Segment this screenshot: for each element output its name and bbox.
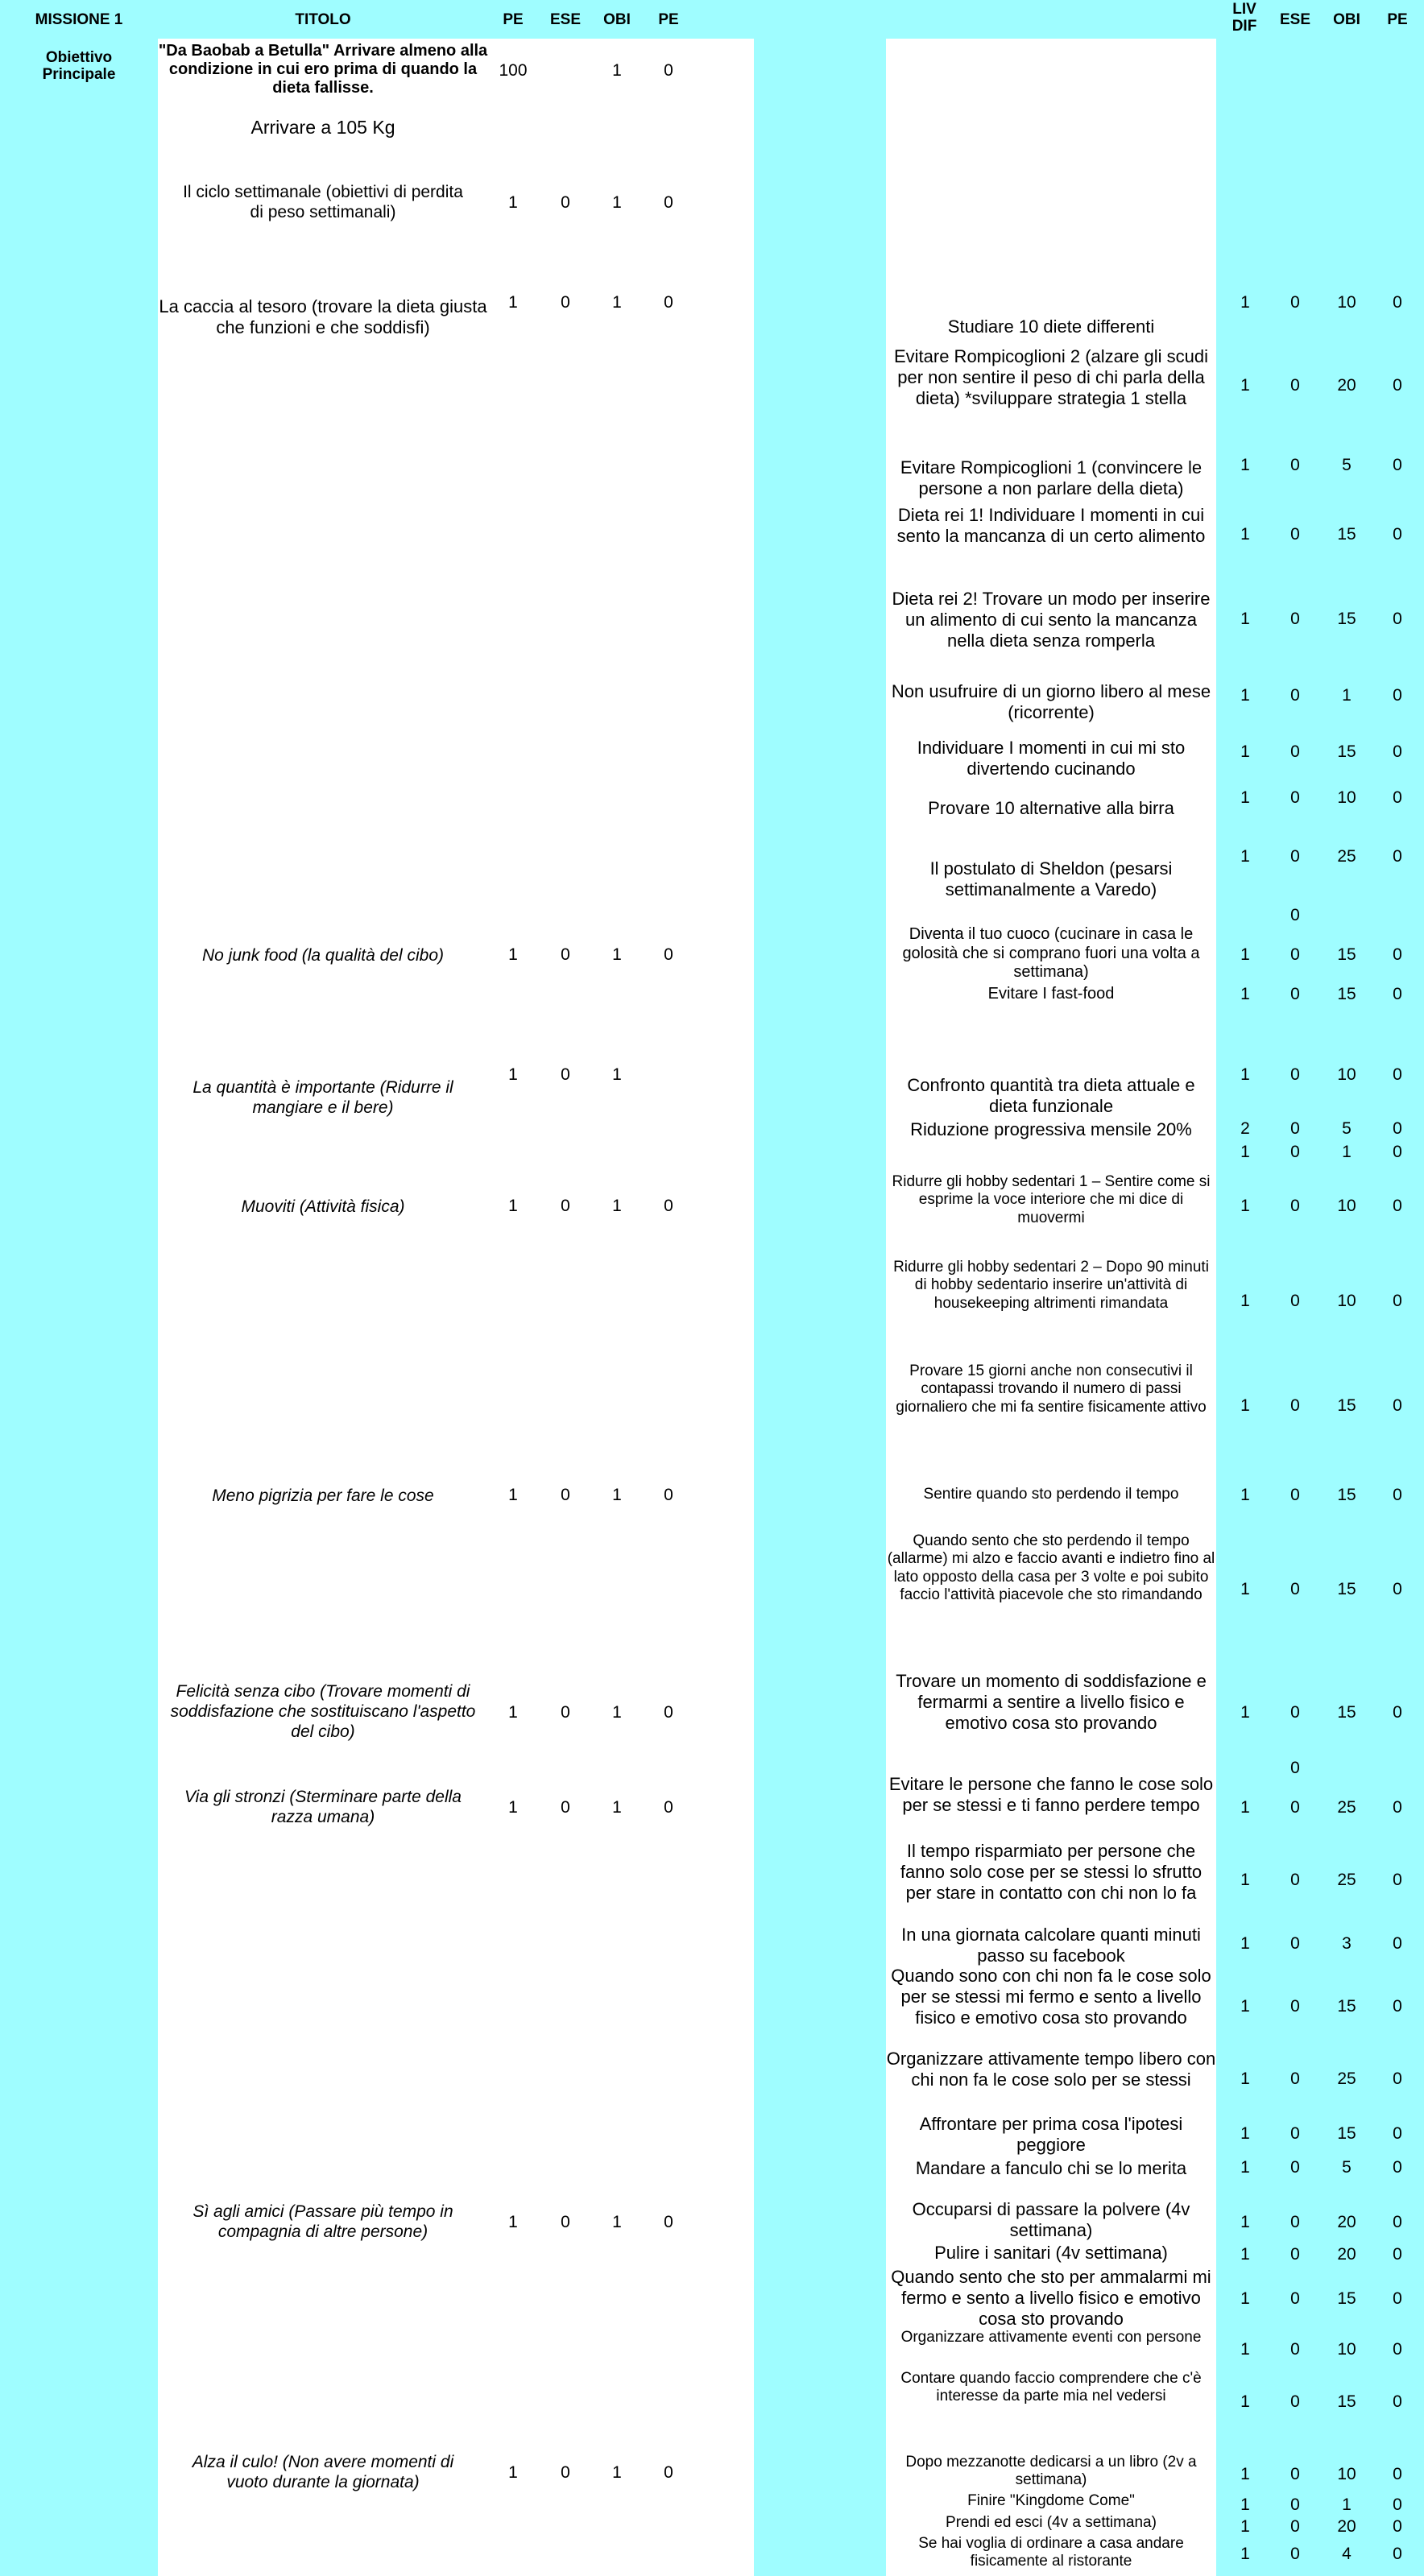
right-row-obi: 25 bbox=[1337, 1871, 1356, 1889]
left-row-obi: 1 bbox=[612, 1798, 622, 1817]
right-row-ese: 0 bbox=[1290, 1396, 1300, 1415]
left-row-obi: 1 bbox=[612, 1486, 622, 1504]
left-row-pe2: 0 bbox=[664, 61, 673, 80]
right-row-obi: 3 bbox=[1342, 1934, 1352, 1953]
right-row-liv: 1 bbox=[1240, 293, 1250, 312]
right-row-ese: 0 bbox=[1290, 2124, 1300, 2143]
left-row-pe: 1 bbox=[508, 293, 518, 312]
right-row-obi: 15 bbox=[1337, 742, 1356, 761]
left-row-pe: 1 bbox=[508, 945, 518, 964]
right-row-liv: 1 bbox=[1240, 1997, 1250, 2016]
left-row-ese: 0 bbox=[561, 1703, 570, 1722]
right-row-obi: 20 bbox=[1337, 376, 1356, 395]
left-row-ese: 0 bbox=[561, 2213, 570, 2231]
right-row-pe: 0 bbox=[1393, 2124, 1402, 2143]
right-row-liv: 2 bbox=[1240, 1119, 1250, 1138]
right-row-ese: 0 bbox=[1290, 686, 1300, 705]
right-row-ese: 0 bbox=[1290, 945, 1300, 964]
left-sheet-panel bbox=[158, 39, 754, 2576]
left-row-ese: 0 bbox=[561, 945, 570, 964]
left-row-title: "Da Baobab a Betulla" Arrivare almeno alla condizione in cui ero prima di quando la dieta fallisse. bbox=[158, 42, 488, 97]
left-row-pe: 1 bbox=[508, 1486, 518, 1504]
right-row-ese: 0 bbox=[1290, 1486, 1300, 1504]
left-row-title: Via gli stronzi (Sterminare parte della razza umana) bbox=[184, 1788, 462, 1827]
left-row-title: Muoviti (Attività fisica) bbox=[241, 1197, 405, 1216]
right-row-pe: 0 bbox=[1393, 1143, 1402, 1161]
left-row-title: Il ciclo settimanale (obiettivi di perdita di peso settimanali) bbox=[183, 183, 463, 222]
right-row-pe: 0 bbox=[1393, 1486, 1402, 1504]
right-row-pe: 0 bbox=[1393, 1703, 1402, 1722]
right-row-ese: 0 bbox=[1290, 2069, 1300, 2088]
right-row-ese: 0 bbox=[1290, 2158, 1300, 2177]
left-row-pe2: 0 bbox=[664, 2463, 673, 2482]
right-row-ese: 0 bbox=[1290, 1580, 1300, 1598]
right-row-liv: 1 bbox=[1240, 456, 1250, 474]
header-obi-2: OBI bbox=[1333, 11, 1360, 28]
right-row-ese: 0 bbox=[1290, 2545, 1300, 2563]
right-row-ese: 0 bbox=[1290, 1997, 1300, 2016]
left-row-obi: 1 bbox=[612, 293, 622, 312]
right-row-pe: 0 bbox=[1393, 1997, 1402, 2016]
right-row-pe: 0 bbox=[1393, 945, 1402, 964]
right-row-liv: 1 bbox=[1240, 985, 1250, 1003]
right-row-ese: 0 bbox=[1290, 525, 1300, 544]
right-row-pe: 0 bbox=[1393, 788, 1402, 807]
right-row-ese: 0 bbox=[1290, 2340, 1300, 2359]
right-row-obi: 10 bbox=[1337, 1292, 1356, 1310]
left-row-title: La caccia al tesoro (trovare la dieta giusta che funzioni e che soddisfi) bbox=[159, 296, 487, 338]
header-mission: MISSIONE 1 bbox=[35, 11, 123, 28]
right-row-obi: 25 bbox=[1337, 2069, 1356, 2088]
right-row-ese: 0 bbox=[1290, 1759, 1300, 1777]
right-row-liv: 1 bbox=[1240, 2465, 1250, 2483]
right-row-liv: 1 bbox=[1240, 1703, 1250, 1722]
right-row-obi: 15 bbox=[1337, 2124, 1356, 2143]
left-row-title: Arrivare a 105 Kg bbox=[250, 117, 395, 138]
right-row-ese: 0 bbox=[1290, 2392, 1300, 2411]
right-row-ese: 0 bbox=[1290, 2517, 1300, 2536]
right-row-obi: 1 bbox=[1342, 686, 1352, 705]
right-row-pe: 0 bbox=[1393, 2289, 1402, 2308]
right-row-ese: 0 bbox=[1290, 2245, 1300, 2264]
right-row-liv: 1 bbox=[1240, 742, 1250, 761]
header-pe: PE bbox=[503, 11, 524, 28]
right-row-task: Il postulato di Sheldon (pesarsi settimanalmente a Varedo) bbox=[929, 858, 1173, 899]
left-row-obi: 1 bbox=[612, 1197, 622, 1215]
right-row-task: Quando sento che sto perdendo il tempo (allarme) mi alzo e faccio avanti e indietro fino al lato opposto della casa per 3 volte e poi subito faccio l'attività piacevole che sto rimandando bbox=[887, 1532, 1215, 1604]
right-row-obi: 10 bbox=[1337, 1197, 1356, 1215]
right-row-obi: 15 bbox=[1337, 1396, 1356, 1415]
right-row-pe: 0 bbox=[1393, 2213, 1402, 2231]
right-row-liv: 1 bbox=[1240, 525, 1250, 544]
right-row-task: Dieta rei 2! Trovare un modo per inserire un alimento di cui sento la mancanza nella dieta senza romperla bbox=[892, 589, 1211, 651]
right-row-obi: 5 bbox=[1342, 1119, 1352, 1138]
right-row-task: Ridurre gli hobby sedentari 1 – Sentire come si esprime la voce interiore che mi dice di muovermi bbox=[892, 1173, 1211, 1226]
right-row-task: Dopo mezzanotte dedicarsi a un libro (2v a settimana) bbox=[905, 2454, 1197, 2489]
right-row-liv: 1 bbox=[1240, 1934, 1250, 1953]
right-row-liv: 1 bbox=[1240, 2124, 1250, 2143]
right-row-obi: 15 bbox=[1337, 1486, 1356, 1504]
right-row-liv: 1 bbox=[1240, 376, 1250, 395]
right-row-task: Organizzare attivamente tempo libero con chi non fa le cose solo per se stessi bbox=[886, 2049, 1216, 2090]
right-row-ese: 0 bbox=[1290, 1065, 1300, 1084]
right-row-task: Contare quando faccio comprendere che c'è interesse da parte mia nel vedersi bbox=[900, 2370, 1202, 2405]
right-row-ese: 0 bbox=[1290, 1197, 1300, 1215]
right-row-obi: 15 bbox=[1337, 985, 1356, 1003]
right-row-liv: 1 bbox=[1240, 2495, 1250, 2514]
right-row-ese: 0 bbox=[1290, 1143, 1300, 1161]
right-row-ese: 0 bbox=[1290, 1798, 1300, 1817]
right-row-ese: 0 bbox=[1290, 985, 1300, 1003]
left-row-ese: 0 bbox=[561, 1065, 570, 1084]
right-row-pe: 0 bbox=[1393, 376, 1402, 395]
right-row-obi: 1 bbox=[1342, 2495, 1352, 2514]
right-row-pe: 0 bbox=[1393, 1396, 1402, 1415]
header-obi: OBI bbox=[603, 11, 631, 28]
header-pe-3: PE bbox=[1387, 11, 1408, 28]
right-row-task: In una giornata calcolare quanti minuti passo su facebook bbox=[901, 1925, 1201, 1966]
left-row-title: No junk food (la qualità del cibo) bbox=[201, 946, 444, 965]
right-row-obi: 15 bbox=[1337, 1580, 1356, 1598]
right-row-obi: 25 bbox=[1337, 1798, 1356, 1817]
right-row-liv: 1 bbox=[1240, 1871, 1250, 1889]
right-row-obi: 5 bbox=[1342, 456, 1352, 474]
right-row-task: Confronto quantità tra dieta attuale e dieta funzionale bbox=[907, 1075, 1195, 1116]
right-row-pe: 0 bbox=[1393, 1197, 1402, 1215]
right-row-obi: 15 bbox=[1337, 1703, 1356, 1722]
right-row-liv: 1 bbox=[1240, 2069, 1250, 2088]
right-row-obi: 20 bbox=[1337, 2517, 1356, 2536]
right-row-obi: 15 bbox=[1337, 2289, 1356, 2308]
right-row-obi: 5 bbox=[1342, 2158, 1352, 2177]
left-row-pe: 100 bbox=[499, 61, 528, 80]
left-row-pe2: 0 bbox=[664, 1703, 673, 1722]
right-row-pe: 0 bbox=[1393, 1119, 1402, 1138]
right-row-ese: 0 bbox=[1290, 1292, 1300, 1310]
right-row-ese: 0 bbox=[1290, 376, 1300, 395]
right-row-obi: 10 bbox=[1337, 2465, 1356, 2483]
left-row-obi: 1 bbox=[612, 945, 622, 964]
left-row-obi: 1 bbox=[612, 61, 622, 80]
right-row-task: Provare 15 giorni anche non consecutivi il contapassi trovando il numero di passi giornaliero che mi fa sentire fisicamente attivo bbox=[896, 1362, 1207, 1416]
right-row-task: Finire "Kingdome Come" bbox=[967, 2492, 1135, 2509]
right-row-task: Evitare le persone che fanno le cose solo per se stessi e ti fanno perdere tempo bbox=[888, 1774, 1214, 1815]
right-row-pe: 0 bbox=[1393, 1580, 1402, 1598]
left-row-pe: 1 bbox=[508, 2463, 518, 2482]
right-row-ese: 0 bbox=[1290, 1934, 1300, 1953]
right-row-task: Il tempo risparmiato per persone che fanno solo cose per se stessi lo sfrutto per stare in contatto con chi non lo fa bbox=[900, 1841, 1203, 1903]
right-row-liv: 1 bbox=[1240, 847, 1250, 866]
right-row-liv: 1 bbox=[1240, 2289, 1250, 2308]
left-row-title: La quantità è importante (Ridurre il mangiare e il bere) bbox=[192, 1078, 453, 1118]
right-row-liv: 1 bbox=[1240, 610, 1250, 628]
right-row-pe: 0 bbox=[1393, 2158, 1402, 2177]
left-row-title: Meno pigrizia per fare le cose bbox=[212, 1486, 434, 1505]
left-row-pe2: 0 bbox=[664, 945, 673, 964]
right-row-pe: 0 bbox=[1393, 1065, 1402, 1084]
right-row-task: Provare 10 alternative alla birra bbox=[928, 798, 1174, 818]
right-row-liv: 1 bbox=[1240, 686, 1250, 705]
right-row-ese: 0 bbox=[1290, 788, 1300, 807]
right-row-task: Quando sono con chi non fa le cose solo per se stessi mi fermo e sento a livello fisico e emotivo cosa sto provando bbox=[891, 1966, 1211, 2028]
right-row-pe: 0 bbox=[1393, 2392, 1402, 2411]
right-row-obi: 10 bbox=[1337, 293, 1356, 312]
left-row-pe: 1 bbox=[508, 193, 518, 212]
right-row-obi: 10 bbox=[1337, 1065, 1356, 1084]
right-row-liv: 1 bbox=[1240, 2245, 1250, 2264]
left-row-obi: 1 bbox=[612, 2213, 622, 2231]
right-row-obi: 25 bbox=[1337, 847, 1356, 866]
right-row-pe: 0 bbox=[1393, 1871, 1402, 1889]
header-pe-2: PE bbox=[658, 11, 679, 28]
right-row-liv: 1 bbox=[1240, 2517, 1250, 2536]
right-row-obi: 10 bbox=[1337, 2340, 1356, 2359]
right-row-task: Ridurre gli hobby sedentari 2 – Dopo 90 minuti di hobby sedentario inserire un'attività di housekeeping altrimenti rimandata bbox=[893, 1259, 1209, 1312]
header-ese: ESE bbox=[549, 11, 582, 28]
right-row-liv: 1 bbox=[1240, 2340, 1250, 2359]
right-row-ese: 0 bbox=[1290, 456, 1300, 474]
right-row-task: Studiare 10 diete differenti bbox=[947, 316, 1155, 337]
right-row-liv: 1 bbox=[1240, 1486, 1250, 1504]
right-row-pe: 0 bbox=[1393, 2340, 1402, 2359]
right-row-ese: 0 bbox=[1290, 1871, 1300, 1889]
right-row-pe: 0 bbox=[1393, 456, 1402, 474]
left-row-ese: 0 bbox=[561, 2463, 570, 2482]
right-row-liv: 1 bbox=[1240, 1197, 1250, 1215]
right-row-pe: 0 bbox=[1393, 2517, 1402, 2536]
right-row-liv: 1 bbox=[1240, 788, 1250, 807]
right-row-task: Trovare un momento di soddisfazione e fermarmi a sentire a livello fisico e emotivo cosa sto provando bbox=[896, 1671, 1207, 1733]
right-row-pe: 0 bbox=[1393, 2245, 1402, 2264]
right-row-ese: 0 bbox=[1290, 2213, 1300, 2231]
right-row-task: Prendi ed esci (4v a settimana) bbox=[946, 2514, 1157, 2531]
right-row-task: Occuparsi di passare la polvere (4v settimana) bbox=[912, 2199, 1190, 2240]
right-row-liv: 1 bbox=[1240, 1065, 1250, 1084]
right-row-liv: 1 bbox=[1240, 1143, 1250, 1161]
right-row-obi: 20 bbox=[1337, 2245, 1356, 2264]
right-row-liv: 1 bbox=[1240, 2213, 1250, 2231]
right-row-pe: 0 bbox=[1393, 1798, 1402, 1817]
right-row-pe: 0 bbox=[1393, 1934, 1402, 1953]
right-row-liv: 1 bbox=[1240, 1798, 1250, 1817]
right-row-task: Non usufruire di un giorno libero al mese (ricorrente) bbox=[891, 681, 1211, 722]
right-row-pe: 0 bbox=[1393, 610, 1402, 628]
left-row-pe2: 0 bbox=[664, 293, 673, 312]
left-row-pe2: 0 bbox=[664, 1486, 673, 1504]
right-row-ese: 0 bbox=[1290, 906, 1300, 924]
right-row-ese: 0 bbox=[1290, 1119, 1300, 1138]
left-row-pe2: 0 bbox=[664, 1197, 673, 1215]
right-row-liv: 1 bbox=[1240, 1292, 1250, 1310]
right-row-ese: 0 bbox=[1290, 610, 1300, 628]
right-row-task: Sentire quando sto perdendo il tempo bbox=[923, 1486, 1179, 1503]
header-titolo: TITOLO bbox=[295, 11, 351, 28]
right-row-pe: 0 bbox=[1393, 525, 1402, 544]
right-row-pe: 0 bbox=[1393, 742, 1402, 761]
left-row-title: Alza il culo! (Non avere momenti di vuoto durante la giornata) bbox=[192, 2453, 454, 2492]
left-row-pe2: 0 bbox=[664, 193, 673, 212]
left-row-obi: 1 bbox=[612, 1065, 622, 1084]
right-row-task: Evitare I fast-food bbox=[987, 985, 1115, 1003]
left-row-ese: 0 bbox=[561, 193, 570, 212]
right-row-task: Organizzare attivamente eventi con persone bbox=[900, 2329, 1202, 2346]
right-row-pe: 0 bbox=[1393, 1292, 1402, 1310]
right-row-task: Diventa il tuo cuoco (cucinare in casa le golosità che si comprano fuori una volta a settimana) bbox=[902, 925, 1200, 982]
left-row-pe2: 0 bbox=[664, 1798, 673, 1817]
left-row-title: Felicità senza cibo (Trovare momenti di soddisfazione che sostituiscano l'aspetto del cibo) bbox=[170, 1682, 476, 1742]
right-row-task: Mandare a fanculo chi se lo merita bbox=[915, 2158, 1187, 2178]
right-row-pe: 0 bbox=[1393, 2495, 1402, 2514]
right-row-ese: 0 bbox=[1290, 1703, 1300, 1722]
right-row-task: Individuare I momenti in cui mi sto divertendo cucinando bbox=[917, 738, 1186, 779]
header-liv-dif: LIV DIF bbox=[1232, 1, 1257, 35]
right-row-obi: 4 bbox=[1342, 2545, 1352, 2563]
left-row-ese: 0 bbox=[561, 1197, 570, 1215]
right-row-obi: 10 bbox=[1337, 788, 1356, 807]
right-row-pe: 0 bbox=[1393, 985, 1402, 1003]
left-row-pe: 1 bbox=[508, 1197, 518, 1215]
right-row-ese: 0 bbox=[1290, 2465, 1300, 2483]
right-row-obi: 15 bbox=[1337, 610, 1356, 628]
left-row-ese: 0 bbox=[561, 1486, 570, 1504]
right-row-pe: 0 bbox=[1393, 2069, 1402, 2088]
right-row-pe: 0 bbox=[1393, 293, 1402, 312]
right-row-obi: 15 bbox=[1337, 945, 1356, 964]
right-row-liv: 1 bbox=[1240, 2158, 1250, 2177]
right-row-task: Affrontare per prima cosa l'ipotesi peggiore bbox=[919, 2114, 1183, 2155]
left-row-pe2: 0 bbox=[664, 2213, 673, 2231]
right-row-liv: 1 bbox=[1240, 1396, 1250, 1415]
right-row-task: Dieta rei 1! Individuare I momenti in cui sento la mancanza di un certo alimento bbox=[896, 505, 1206, 546]
right-row-liv: 1 bbox=[1240, 1580, 1250, 1598]
right-row-liv: 1 bbox=[1240, 945, 1250, 964]
right-row-liv: 1 bbox=[1240, 2392, 1250, 2411]
left-row-title: Sì agli amici (Passare più tempo in compagnia di altre persone) bbox=[192, 2202, 453, 2242]
right-row-ese: 0 bbox=[1290, 2289, 1300, 2308]
right-row-ese: 0 bbox=[1290, 742, 1300, 761]
right-row-obi: 20 bbox=[1337, 2213, 1356, 2231]
right-row-ese: 0 bbox=[1290, 847, 1300, 866]
left-row-ese: 0 bbox=[561, 293, 570, 312]
left-row-pe: 1 bbox=[508, 1065, 518, 1084]
left-row-pe: 1 bbox=[508, 1703, 518, 1722]
right-row-ese: 0 bbox=[1290, 293, 1300, 312]
right-row-task: Evitare Rompicoglioni 1 (convincere le persone a non parlare della dieta) bbox=[900, 457, 1203, 498]
right-row-pe: 0 bbox=[1393, 686, 1402, 705]
right-row-obi: 1 bbox=[1342, 1143, 1352, 1161]
left-row-obi: 1 bbox=[612, 193, 622, 212]
right-row-liv: 1 bbox=[1240, 2545, 1250, 2563]
side-label: Obiettivo Principale bbox=[42, 49, 116, 83]
left-row-ese: 0 bbox=[561, 1798, 570, 1817]
right-row-task: Se hai voglia di ordinare a casa andare fisicamente al ristorante bbox=[918, 2535, 1184, 2570]
right-row-task: Evitare Rompicoglioni 2 (alzare gli scudi per non sentire il peso di chi parla della dieta) *sviluppare strategia 1 stella bbox=[893, 346, 1209, 408]
right-row-ese: 0 bbox=[1290, 2495, 1300, 2514]
right-row-pe: 0 bbox=[1393, 2465, 1402, 2483]
right-row-task: Riduzione progressiva mensile 20% bbox=[910, 1119, 1192, 1139]
left-row-pe: 1 bbox=[508, 2213, 518, 2231]
left-row-obi: 1 bbox=[612, 2463, 622, 2482]
right-row-task: Quando sento che sto per ammalarmi mi fermo e sento a livello fisico e emotivo cosa sto provando bbox=[891, 2267, 1211, 2329]
right-row-obi: 15 bbox=[1337, 1997, 1356, 2016]
right-row-obi: 15 bbox=[1337, 2392, 1356, 2411]
left-row-pe: 1 bbox=[508, 1798, 518, 1817]
right-row-obi: 15 bbox=[1337, 525, 1356, 544]
header-ese-2: ESE bbox=[1279, 11, 1311, 28]
right-row-task: Pulire i sanitari (4v settimana) bbox=[934, 2243, 1168, 2263]
right-row-pe: 0 bbox=[1393, 2545, 1402, 2563]
right-row-pe: 0 bbox=[1393, 847, 1402, 866]
left-row-obi: 1 bbox=[612, 1703, 622, 1722]
